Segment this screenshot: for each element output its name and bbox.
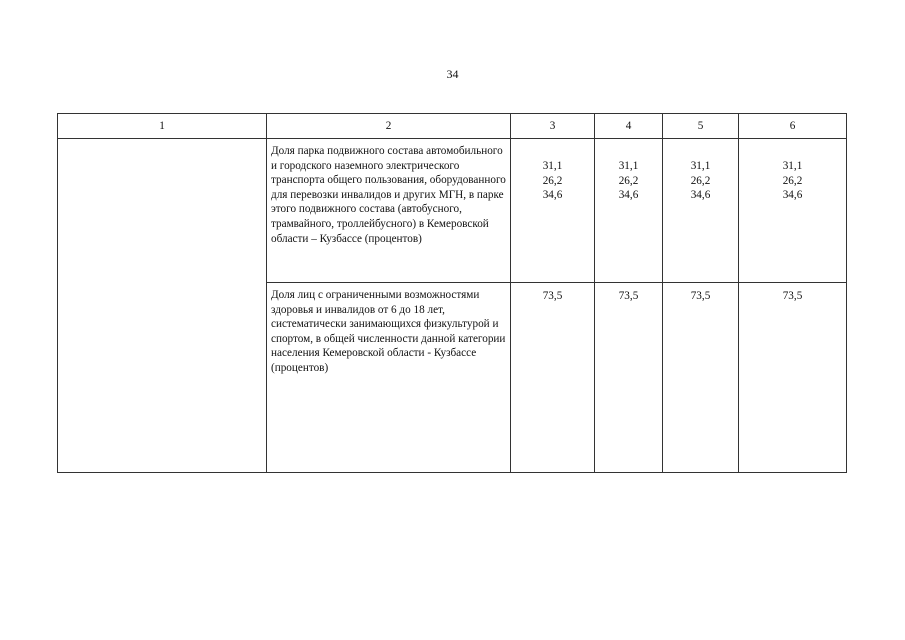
value: 26,2 bbox=[618, 174, 639, 187]
header-cell-1: 1 bbox=[58, 114, 267, 139]
value: 31,1 bbox=[690, 160, 711, 172]
value-cell bbox=[595, 139, 663, 283]
merged-empty-cell bbox=[58, 139, 267, 473]
table-header-row bbox=[58, 114, 847, 139]
value-cell: 73,5 bbox=[739, 283, 847, 473]
table-row bbox=[58, 139, 847, 283]
indicator-description: Доля лиц с ограниченными возможностями здоровья и инвалидов от 6 до 18 лет, систематически занимающихся физкультурой и спортом, в общей численности данной категории населения Кемеровской области - Кузбассе (процентов) bbox=[267, 283, 511, 473]
value: 31,1 bbox=[618, 160, 639, 172]
value: 31,1 bbox=[542, 160, 563, 172]
value-cell: 73,5 bbox=[595, 283, 663, 473]
value-cell bbox=[511, 139, 595, 283]
value: 34,6 bbox=[690, 189, 711, 202]
value: 26,2 bbox=[690, 174, 711, 187]
value: 34,6 bbox=[782, 189, 803, 202]
value: 26,2 bbox=[542, 174, 563, 187]
header-cell-2: 2 bbox=[267, 114, 511, 139]
indicator-description: Доля парка подвижного состава автомобильного и городского наземного электрического транспорта общего пользования, оборудованного для перевозки инвалидов и других МГН, в парке этого подвижного состава (автобусного, трамвайного, троллейбусного) в Кемеровской области – Кузбассе (процентов) bbox=[267, 139, 511, 283]
header-cell-5: 5 bbox=[663, 114, 739, 139]
indicators-table bbox=[57, 113, 847, 473]
value: 34,6 bbox=[542, 189, 563, 202]
value-cell: 73,5 bbox=[511, 283, 595, 473]
header-cell-4: 4 bbox=[595, 114, 663, 139]
value-cell bbox=[663, 139, 739, 283]
value-cell bbox=[739, 139, 847, 283]
header-cell-3: 3 bbox=[511, 114, 595, 139]
header-cell-6: 6 bbox=[739, 114, 847, 139]
value-cell: 73,5 bbox=[663, 283, 739, 473]
value: 34,6 bbox=[618, 189, 639, 202]
page-number: 34 bbox=[446, 67, 459, 81]
value: 31,1 bbox=[782, 160, 803, 172]
value: 26,2 bbox=[782, 174, 803, 187]
